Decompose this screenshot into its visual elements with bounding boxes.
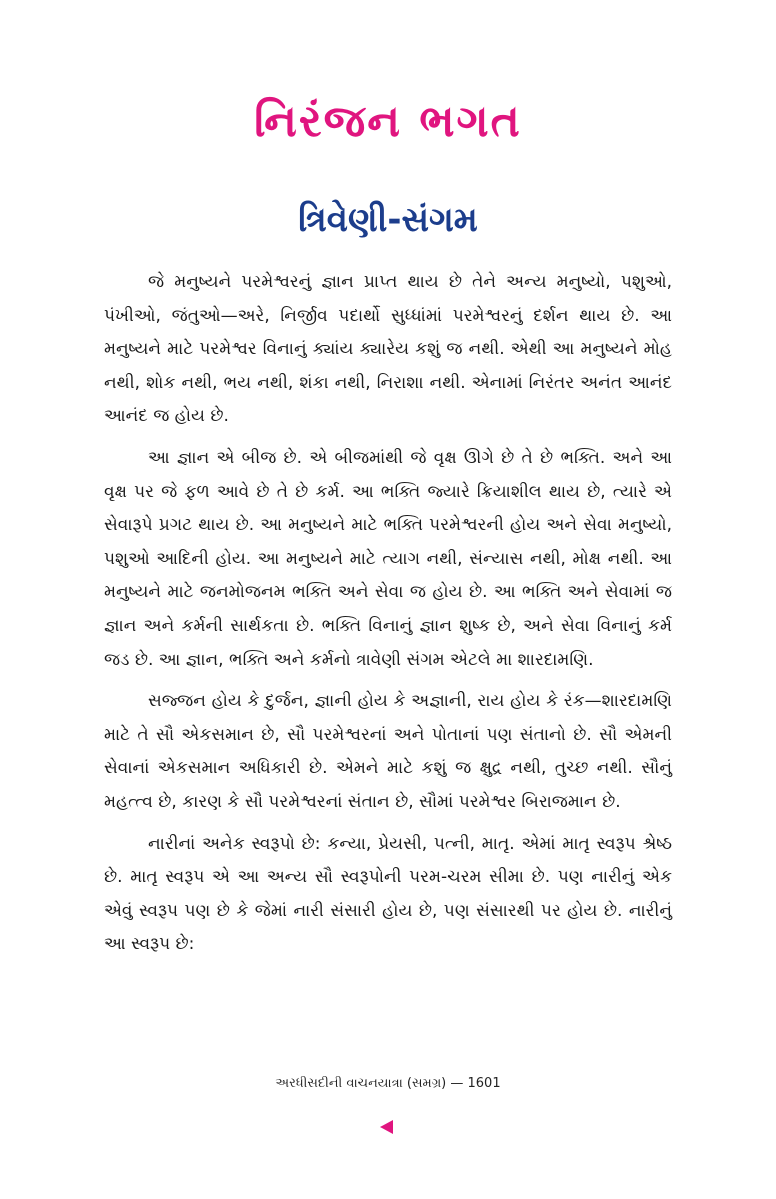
author-name: નિરંજન ભગત [254,96,522,147]
paragraph-1: જે મનુષ્યને પરમેશ્વરનું જ્ઞાન પ્રાપ્ત થાય છે તેને અન્ય મનુષ્યો, પશુઓ, પંખીઓ, જંતુઓ—અરે, નિર્જીવ પદાર્થો સુધ્ધાંમાં પરમેશ્વરનું દર્શન થાય છે. આ મનુષ્યને માટે પરમેશ્વર વિનાનું ક્યાંય ક્યારેય કશું જ નથી. એથી આ મનુષ્યને મોહ નથી, શોક નથી, ભય નથી, શંકા નથી, નિરાશા નથી. એનામાં નિરંતર અનંત આનંદ આનંદ જ હોય છે. [104,272,672,427]
paragraph-3: સજ્જન હોય કે દુર્જન, જ્ઞાની હોય કે અજ્ઞાની, રાય હોય કે રંક—શારદામણિ માટે તે સૌ એકસમાન છે, સૌ પરમેશ્વરનાં અને પોતાનાં પણ સંતાનો છે. સૌ એમની સેવાનાં એકસમાન અધિકારી છે. એમને માટે કશું જ ક્ષુદ્ર નથી, તુચ્છ નથી. સૌનું મહત્ત્વ છે, કારણ કે સૌ પરમેશ્વરનાં સંતાન છે, સૌમાં પરમેશ્વર બિરાજમાન છે. [104,691,672,812]
body-text [104,266,672,970]
paragraph-2: આ જ્ઞાન એ બીજ છે. એ બીજમાંથી જે વૃક્ષ ઊગે છે તે છે ભક્તિ. અને આ વૃક્ષ પર જે ફળ આવે છે તે છે કર્મ. આ ભક્તિ જ્યારે ક્રિયાશીલ થાય છે, ત્યારે એ સેવારૂપે પ્રગટ થાય છે. આ મનુષ્યને માટે ભક્તિ પરમેશ્વરની હોય અને સેવા મનુષ્યો, પશુઓ આદિની હોય. આ મનુષ્યને માટે ત્યાગ નથી, સંન્યાસ નથી, મોક્ષ નથી. આ મનુષ્યને માટે જનમોજનમ ભક્તિ અને સેવા જ હોય છે. આ ભક્તિ અને સેવામાં જ જ્ઞાન અને કર્મની સાર્થકતા છે. ભક્તિ વિનાનું જ્ઞાન શુષ્ક છે, અને સેવા વિનાનું કર્મ જડ છે. આ જ્ઞાન, ભક્તિ અને કર્મનો ત્રાવેણી સંગમ એટલે મા શારદામણિ. [104,447,672,670]
paragraph-4: નારીનાં અનેક સ્વરૂપો છે: કન્યા, પ્રેયસી, પત્ની, માતૃ. એમાં માતૃ સ્વરૂપ શ્રેષ્ઠ છે. માતૃ સ્વરૂપ એ આ અન્ય સૌ સ્વરૂપોની પરમ-ચરમ સીમા છે. પણ નારીનું એક એવું સ્વરૂપ પણ છે કે જેમાં નારી સંસારી હોય છે, પણ સંસારથી પર હોય છે. નારીનું આ સ્વરૂપ છે: [104,833,672,955]
page-footer: અરધીસદીની વાચનયાત્રા (સમગ્ર) — 1601 [275,1076,501,1091]
left-triangle-icon[interactable] [380,1120,393,1134]
chapter-title: ત્રિવેણી-સંગમ [298,200,478,240]
